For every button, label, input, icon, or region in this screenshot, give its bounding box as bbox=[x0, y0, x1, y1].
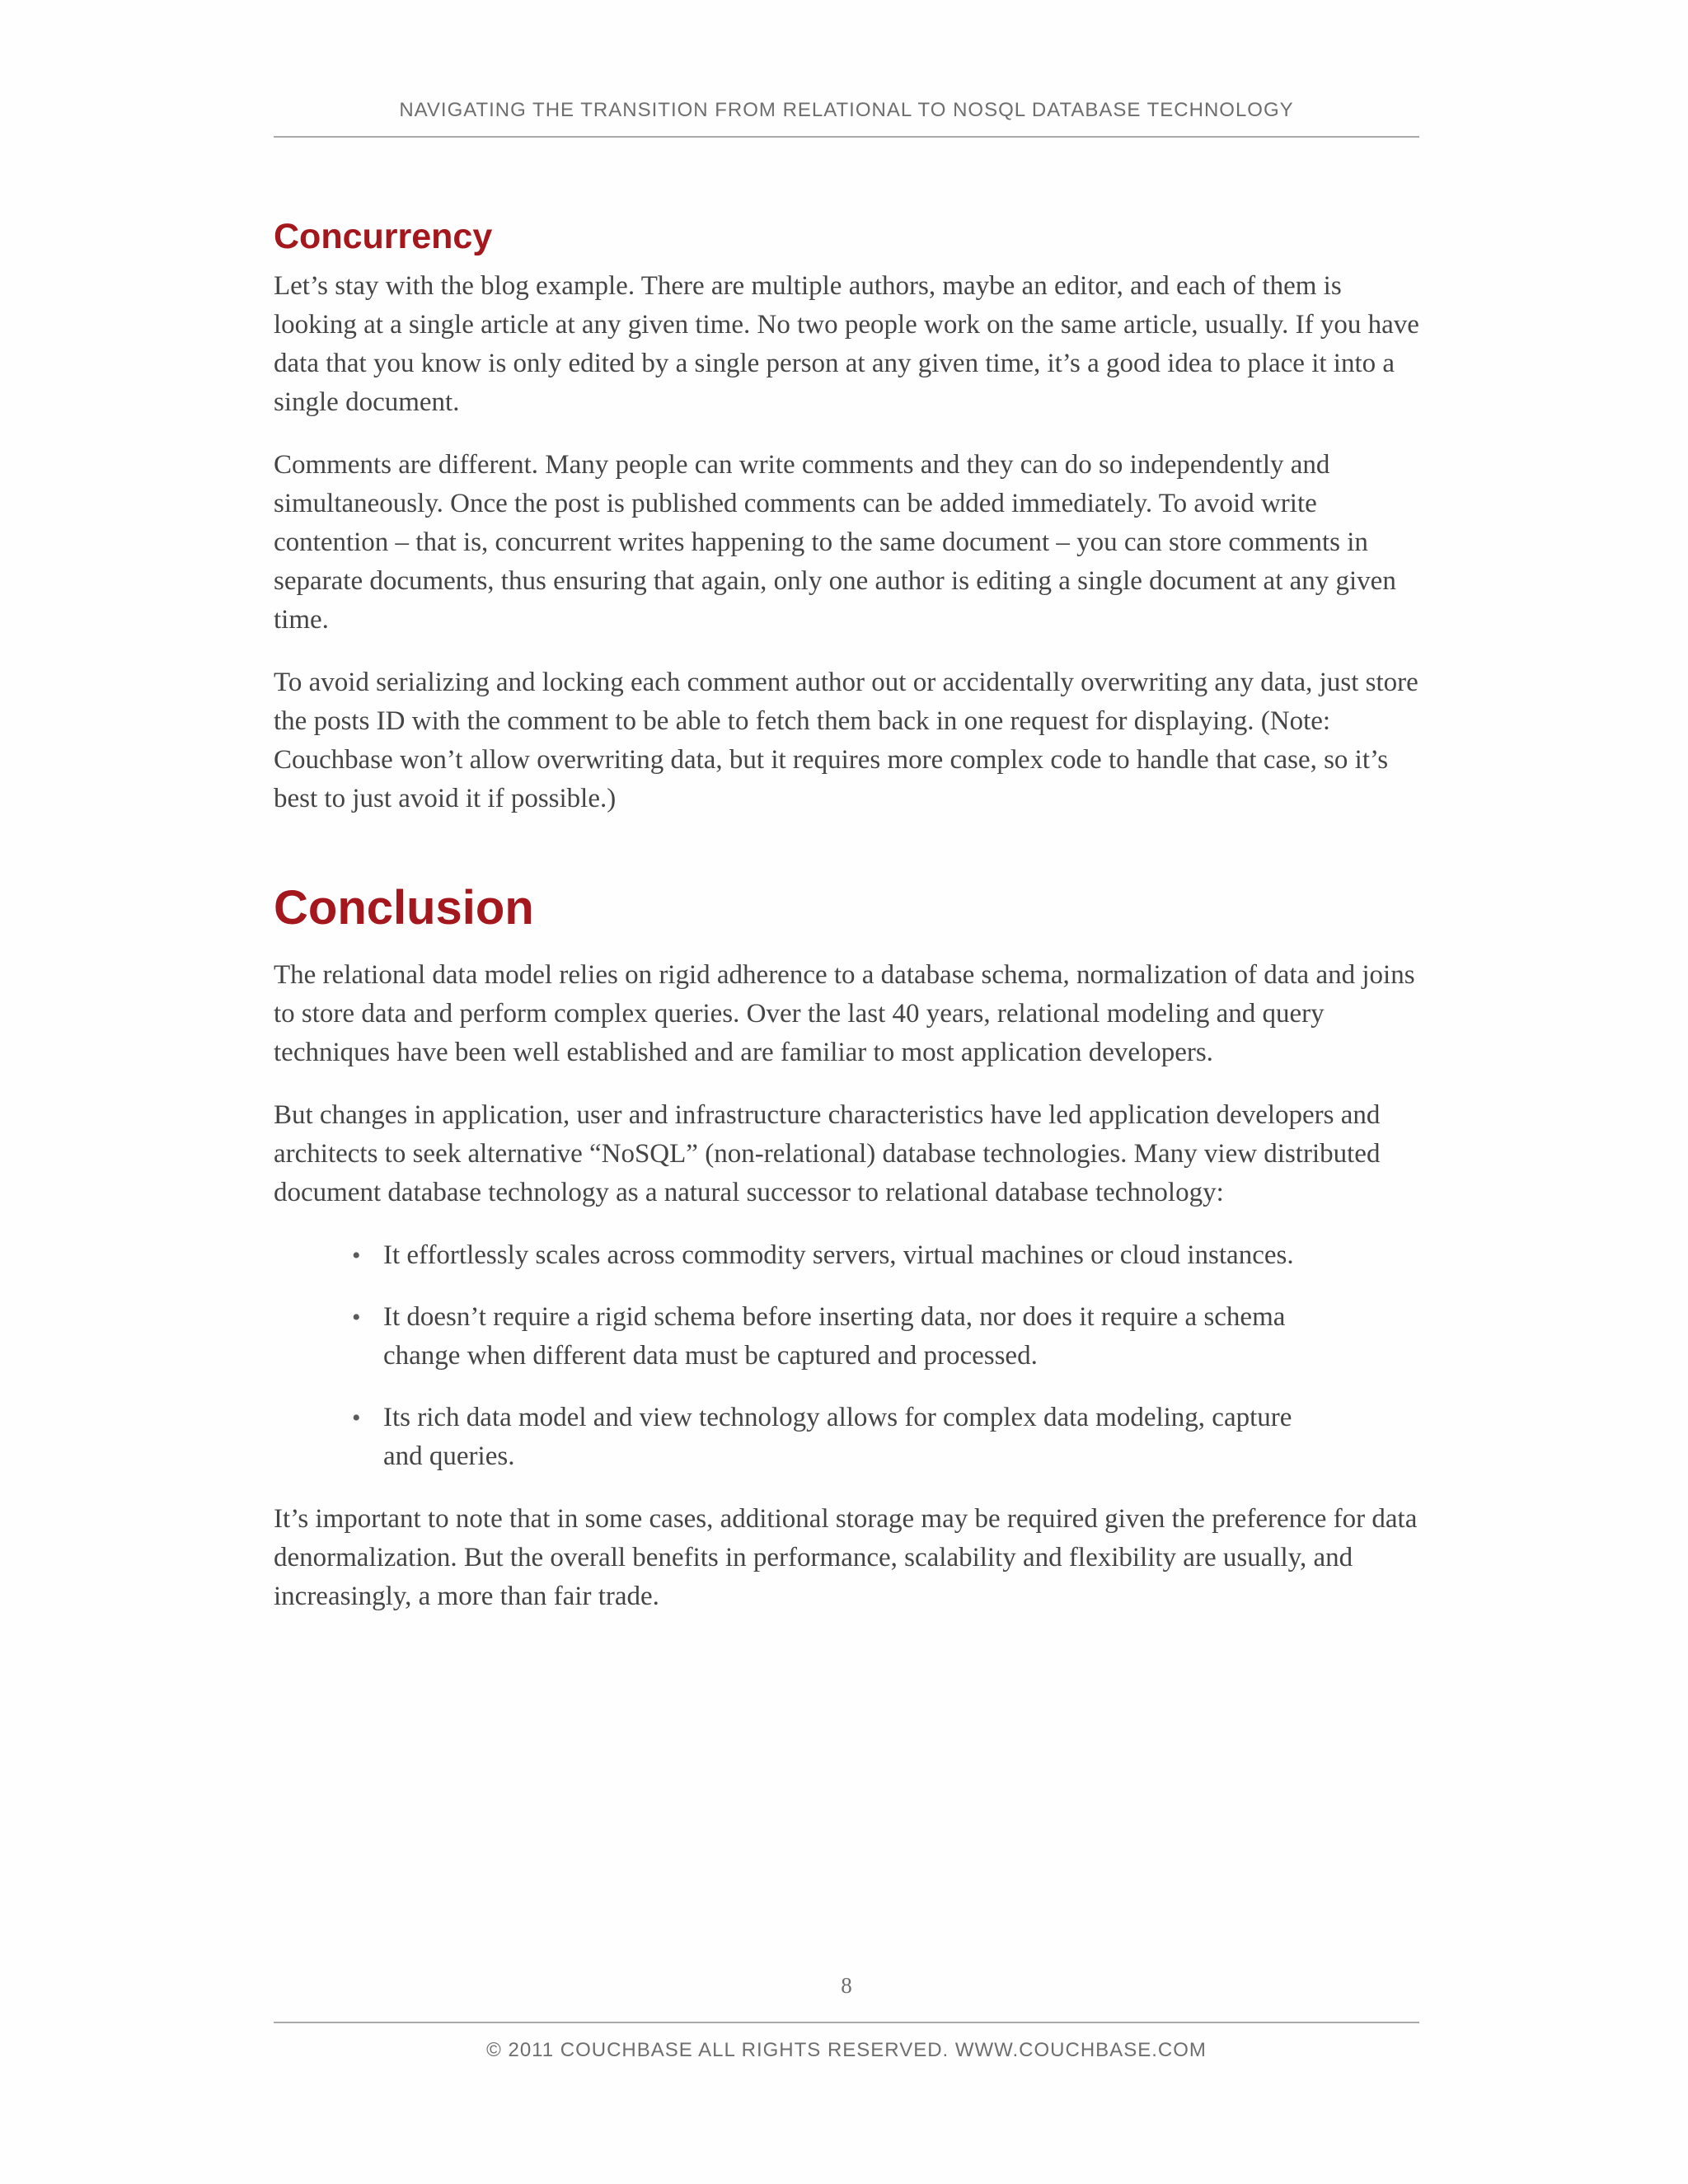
list-item-text: Its rich data model and view technology allows for complex data modeling, capture and queries. bbox=[383, 1403, 1292, 1472]
concurrency-paragraph-2: Comments are different. Many people can write comments and they can do so independently and simultaneously. Once the post is published comments can be added immediately. To avoid write contention – that is, concurrent writes happening to the same document – you can store comments in separate documents, thus ensuring that again, only one author is editing a single document at any given time. bbox=[274, 449, 1396, 635]
conclusion-paragraph-2: But changes in application, user and infrastructure characteristics have led application developers and architects to seek alternative “NoSQL” (non-relational) database technologies. Many view distributed document database technology as a natural successor to relational database technology: bbox=[274, 1100, 1381, 1208]
concurrency-heading: Concurrency bbox=[274, 217, 493, 256]
bullet-icon: • bbox=[352, 1242, 361, 1270]
benefits-list bbox=[274, 1236, 1419, 1476]
conclusion-paragraph-1: The relational data model relies on rigid adherence to a database schema, normalization of data and joins to store data and perform complex queries. Over the last 40 years, relational modeling and query techniques have been well established and are familiar to most application developers. bbox=[274, 960, 1415, 1068]
conclusion-section bbox=[274, 879, 1419, 1617]
conclusion-heading: Conclusion bbox=[274, 880, 534, 935]
concurrency-paragraph-3: To avoid serializing and locking each comment author out or accidentally overwriting any data, just store the posts ID with the comment to be able to fetch them back in one request for displaying. (Note: Couchbase won’t allow overwriting data, but it requires more complex code to handle that case, so it’s best to just avoid it if possible.) bbox=[274, 667, 1418, 813]
list-item bbox=[352, 1236, 1315, 1275]
footer-divider bbox=[274, 2022, 1419, 2023]
bullet-icon: • bbox=[352, 1404, 361, 1432]
running-footer: © 2011 COUCHBASE ALL RIGHTS RESERVED. WWW.COUCHBASE.COM bbox=[486, 2039, 1207, 2061]
page-number: 8 bbox=[841, 1973, 852, 1998]
header-divider bbox=[274, 136, 1419, 138]
list-item-text: It doesn’t require a rigid schema before inserting data, nor does it require a schema change when different data must be captured and processed. bbox=[383, 1302, 1286, 1371]
list-item bbox=[352, 1399, 1315, 1476]
conclusion-closing-paragraph: It’s important to note that in some cases, additional storage may be required given the preference for data denormalization. But the overall benefits in performance, scalability and flexibility are usually, and increasingly, a more than fair trade. bbox=[274, 1504, 1418, 1612]
concurrency-paragraph-1: Let’s stay with the blog example. There are multiple authors, maybe an editor, and each of them is looking at a single article at any given time. No two people work on the same article, usually. If you have data that you know is only edited by a single person at any given time, it’s a good idea to place it into a single document. bbox=[274, 270, 1419, 417]
page-content bbox=[274, 216, 1419, 1640]
running-header: NAVIGATING THE TRANSITION FROM RELATIONAL TO NOSQL DATABASE TECHNOLOGY bbox=[399, 99, 1294, 121]
list-item-text: It effortlessly scales across commodity servers, virtual machines or cloud instances. bbox=[383, 1240, 1294, 1271]
concurrency-section bbox=[274, 216, 1419, 818]
list-item bbox=[352, 1298, 1315, 1376]
bullet-icon: • bbox=[352, 1304, 361, 1332]
